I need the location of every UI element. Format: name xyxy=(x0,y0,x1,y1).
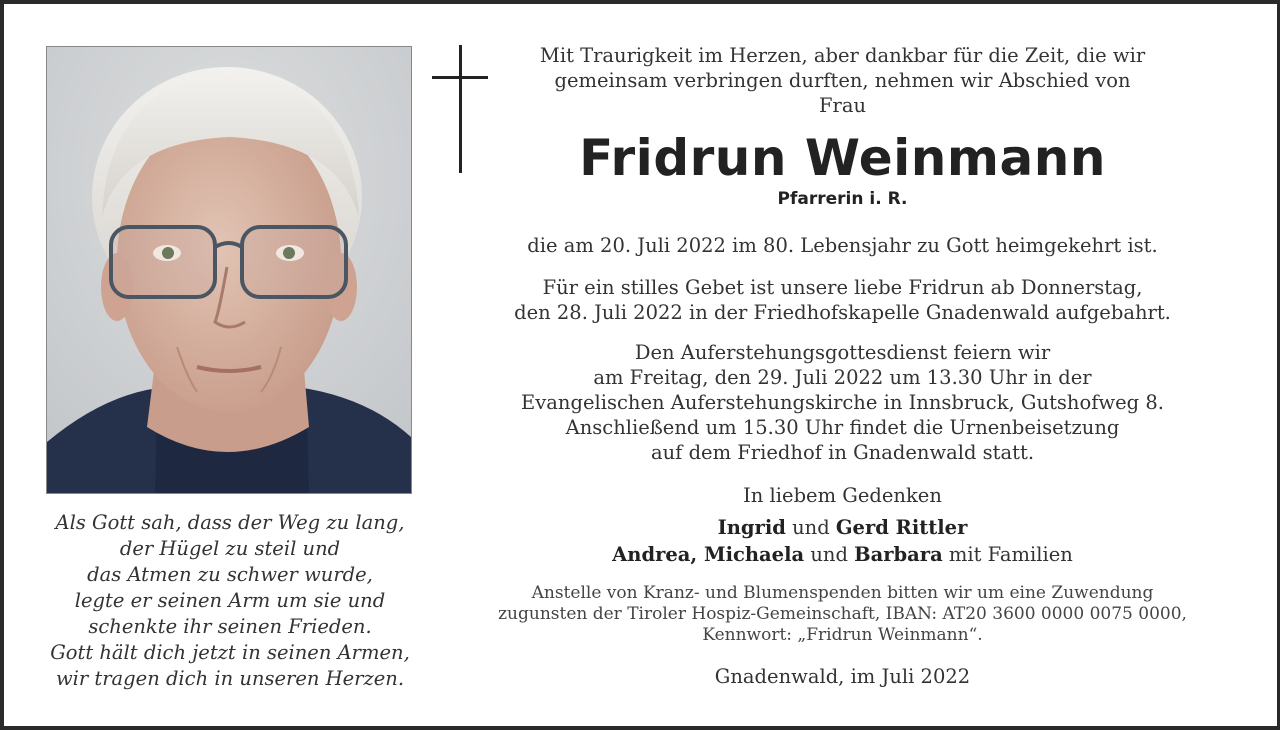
place-date: Gnadenwald, im Juli 2022 xyxy=(714,665,971,688)
intro-line: Mit Traurigkeit im Herzen, aber dankbar für die Zeit, die wir xyxy=(539,44,1146,67)
conjunction: und xyxy=(792,516,830,539)
donation-line: zugunsten der Tiroler Hospiz-Gemeinschaft, IBAN: AT20 3600 0000 0075 0000, xyxy=(498,604,1187,624)
prayer-notice xyxy=(470,275,1215,325)
place-date-block xyxy=(470,664,1215,689)
poem-line: Gott hält dich jetzt in seinen Armen, xyxy=(50,641,410,664)
poem-line: wir tragen dich in unseren Herzen. xyxy=(55,667,405,690)
deceased-title: Pfarrerin i. R. xyxy=(777,189,908,209)
prayer-line: Für ein stilles Gebet ist unsere liebe Fridrun ab Donnerstag, xyxy=(542,276,1143,299)
portrait-photo xyxy=(46,46,412,494)
deceased-name-block xyxy=(470,128,1215,210)
service-line: am Freitag, den 29. Juli 2022 um 13.30 Uhr in der xyxy=(593,366,1092,389)
mourners-block xyxy=(470,515,1215,567)
poem-line: der Hügel zu steil und xyxy=(119,537,341,560)
service-line: auf dem Friedhof in Gnadenwald statt. xyxy=(650,441,1035,464)
donation-line: Kennwort: „Fridrun Weinmann“. xyxy=(702,625,983,645)
mourner-name: Gerd Rittler xyxy=(835,516,968,539)
mourner-name: Ingrid xyxy=(717,516,786,539)
intro-line: Frau xyxy=(818,94,867,117)
prayer-line: den 28. Juli 2022 in der Friedhofskapelle Gnadenwald aufgebahrt. xyxy=(514,301,1171,324)
mourners-line-1 xyxy=(470,515,1215,540)
deceased-name: Fridrun Weinmann xyxy=(579,129,1106,187)
mourner-name: Andrea, Michaela xyxy=(612,543,805,566)
service-notice xyxy=(470,340,1215,465)
service-line: Evangelischen Auferstehungskirche in Innsbruck, Gutshofweg 8. xyxy=(521,391,1164,414)
conjunction: und xyxy=(810,543,848,566)
mourners-line-2 xyxy=(470,542,1215,567)
poem-line: schenkte ihr seinen Frieden. xyxy=(88,615,372,638)
service-line: Anschließend um 15.30 Uhr findet die Urnenbeisetzung xyxy=(565,416,1120,439)
donation-notice xyxy=(470,583,1215,646)
mourner-suffix: mit Familien xyxy=(948,543,1073,566)
intro-line: gemeinsam verbringen durften, nehmen wir Abschied von xyxy=(554,69,1131,92)
service-line: Den Auferstehungsgottesdienst feiern wir xyxy=(634,341,1051,364)
donation-line: Anstelle von Kranz- und Blumenspenden bitten wir um eine Zuwendung xyxy=(531,583,1154,603)
poem-line: das Atmen zu schwer wurde, xyxy=(87,563,373,586)
memory-block xyxy=(470,483,1215,508)
death-notice xyxy=(470,233,1215,258)
memorial-poem xyxy=(30,510,430,692)
death-line: die am 20. Juli 2022 im 80. Lebensjahr zu Gott heimgekehrt ist. xyxy=(527,234,1158,257)
poem-line: Als Gott sah, dass der Weg zu lang, xyxy=(55,511,405,534)
poem-line: legte er seinen Arm um sie und xyxy=(74,589,386,612)
mourner-name: Barbara xyxy=(854,543,943,566)
memory-heading: In liebem Gedenken xyxy=(743,484,942,507)
intro-text xyxy=(470,43,1215,118)
